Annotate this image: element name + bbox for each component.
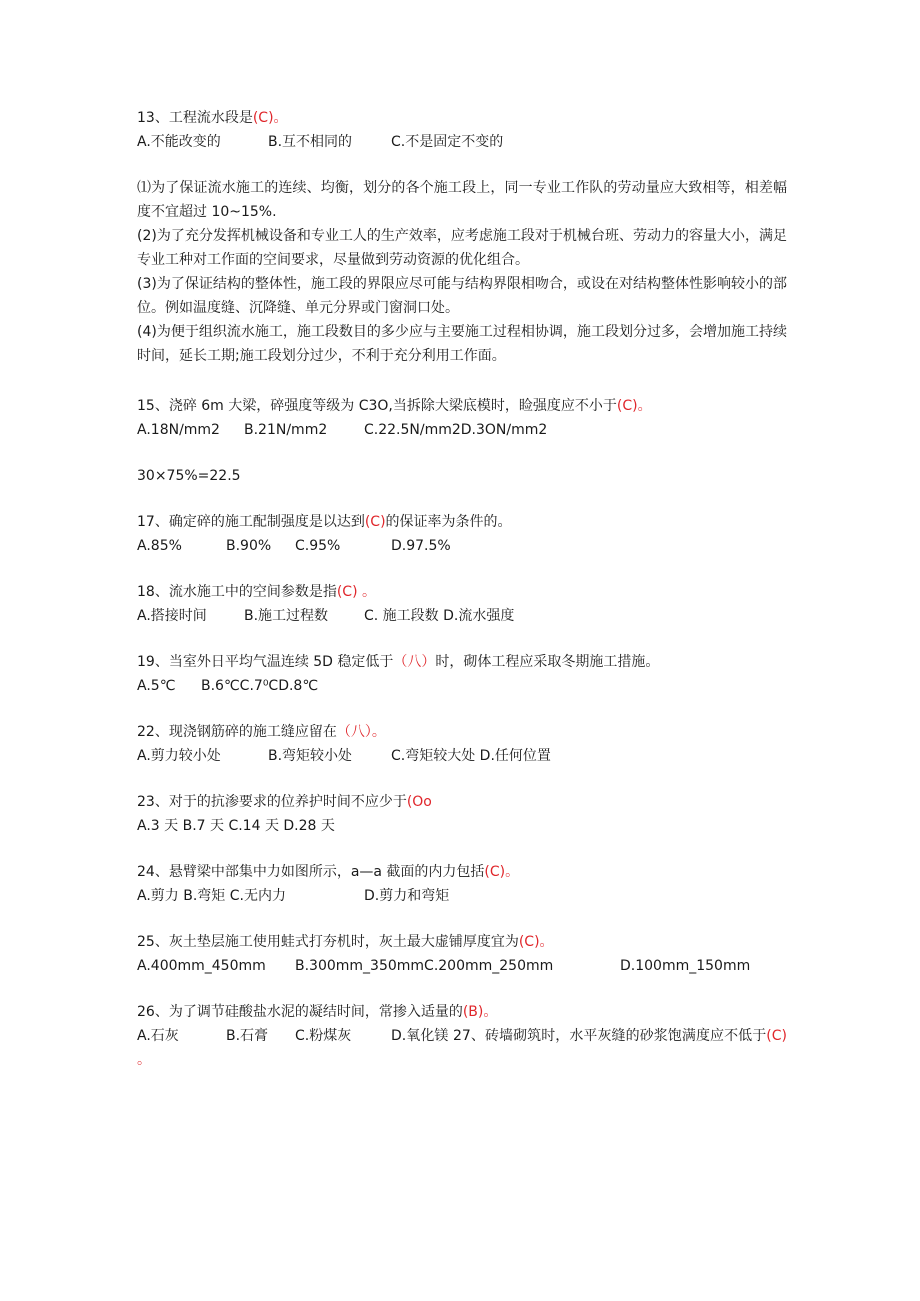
q25-option-d: D.100mm_150mm [620, 958, 751, 974]
q25-stem [137, 930, 787, 954]
q24-options [137, 884, 787, 908]
q17-option-c: C.95% [295, 538, 341, 554]
q22-stem-text: 22、现浇钢筋碎的施工缝应留在 [137, 724, 337, 740]
q22-option-b: B.弯矩较小处 [268, 748, 353, 764]
q13-option-b: B.互不相同的 [268, 134, 353, 150]
q26-option-d-and-q27: D.氧化镁 27、砖墙砌筑时，水平灰缝的砂浆饱满度应不低于 [391, 1028, 767, 1044]
q15-option-a: A.18N∕mm2 [137, 422, 220, 438]
q19-stem-text: 19、当室外日平均气温连续 5D 稳定低于 [137, 654, 394, 670]
q18-stem [137, 580, 787, 604]
q27-answer: (C) 。 [137, 1028, 787, 1068]
q15-stem [137, 394, 787, 418]
q13-option-c: C.不是固定不变的 [391, 134, 504, 150]
q25-stem-text: 25、灰土垫层施工使用蛙式打夯机时，灰土最大虚铺厚度宜为 [137, 934, 519, 950]
q15-calculation: 30×75%=22.5 [137, 468, 241, 484]
q18-option-cd: C. 施工段数 D.流水强度 [364, 608, 515, 624]
q17-options [137, 534, 787, 558]
note-3: (3)为了保证结构的整体性，施工段的界限应尽可能与结构界限相吻合，或设在对结构整体性影响较小的部位。例如温度缝、沉降缝、单元分界或门窗洞口处。 [137, 276, 787, 316]
q22-options [137, 744, 787, 768]
q17-stem-after: 的保证率为条件的。 [385, 514, 512, 530]
q18-option-a: A.搭接时间 [137, 608, 207, 624]
q15-answer: (C)。 [616, 398, 652, 414]
q19-stem [137, 650, 787, 674]
q17-option-d: D.97.5% [391, 538, 451, 554]
q23-options: A.3 天 B.7 天 C.14 天 D.28 天 [137, 818, 335, 834]
q19-option-a: A.5℃ [137, 678, 176, 694]
q24-stem [137, 860, 787, 884]
q25-options [137, 954, 787, 978]
q24-answer: (C)。 [484, 864, 520, 880]
q24-option-abc: A.剪力 B.弯矩 C.无内力 [137, 888, 286, 904]
q24-stem-text: 24、悬臂梁中部集中力如图所示，a—a 截面的内力包括 [137, 864, 485, 880]
q17-option-a: A.85% [137, 538, 182, 554]
q25-option-a: A.400mm_450mm [137, 958, 266, 974]
q13-answer: (C)。 [252, 110, 288, 126]
document-page [137, 106, 787, 1072]
q26-option-c: C.粉煤灰 [295, 1028, 352, 1044]
note-4: (4)为便于组织流水施工，施工段数目的多少应与主要施工过程相协调，施工段划分过多，会增加施工持续时间，延长工期;施工段划分过少，不利于充分利用工作面。 [137, 324, 787, 364]
q26-stem-text: 26、为了调节硅酸盐水泥的凝结时间，常掺入适量的 [137, 1004, 463, 1020]
q19-answer: （八） [393, 654, 436, 670]
q26-option-b: B.石膏 [226, 1028, 269, 1044]
q22-option-cd: C.弯矩较大处 D.任何位置 [391, 748, 551, 764]
note-2: (2)为了充分发挥机械设备和专业工人的生产效率，应考虑施工段对于机械台班、劳动力的容量大小，满足专业工种对工作面的空间要求，尽量做到劳动资源的优化组合。 [137, 228, 787, 268]
q26-stem [137, 1000, 787, 1024]
q15-option-b: B.21N∕mm2 [244, 422, 328, 438]
q19-stem-after: 时，砌体工程应采取冬期施工措施。 [435, 654, 660, 670]
q26-option-a: A.石灰 [137, 1028, 179, 1044]
note-1: ⑴为了保证流水施工的连续、均衡，划分的各个施工段上，同一专业工作队的劳动量应大致相等，相差幅度不宜超过 10~15%. [137, 180, 787, 220]
q23-stem-text: 23、对于的抗渗要求的位养护时间不应少于 [137, 794, 407, 810]
q18-answer: (C) 。 [336, 584, 376, 600]
q15-option-cd: C.22.5N∕mm2D.3ON∕mm2 [364, 422, 548, 438]
q17-stem [137, 510, 787, 534]
q23-answer: (Oo [406, 794, 432, 810]
q19-options [137, 674, 787, 698]
q23-stem [137, 790, 787, 814]
q26-options [137, 1024, 787, 1072]
q22-answer: （八）。 [336, 724, 386, 740]
q18-stem-text: 18、流水施工中的空间参数是指 [137, 584, 337, 600]
q17-option-b: B.90% [226, 538, 272, 554]
q13-option-a: A.不能改变的 [137, 134, 221, 150]
q17-answer: (C) [364, 514, 386, 530]
q13-options [137, 130, 787, 154]
q25-option-bc: B.300mm_350mmC.200mm_250mm [295, 958, 554, 974]
q26-answer: (B)。 [462, 1004, 498, 1020]
q17-stem-text: 17、确定碎的施工配制强度是以达到 [137, 514, 365, 530]
q22-option-a: A.剪力较小处 [137, 748, 221, 764]
q22-stem [137, 720, 787, 744]
q15-stem-text: 15、浇碎 6m 大梁，碎强度等级为 C3O,当拆除大梁底模时，睑强度应不小于 [137, 398, 617, 414]
q25-answer: (C)。 [518, 934, 554, 950]
q15-options [137, 418, 787, 442]
q18-option-b: B.施工过程数 [244, 608, 329, 624]
q13-stem-text: 13、工程流水段是 [137, 110, 253, 126]
q13-stem [137, 106, 787, 130]
q18-options [137, 604, 787, 628]
q19-option-bcd: B.6℃C.7⁰CD.8℃ [201, 678, 319, 694]
q24-option-d: D.剪力和弯矩 [364, 888, 450, 904]
